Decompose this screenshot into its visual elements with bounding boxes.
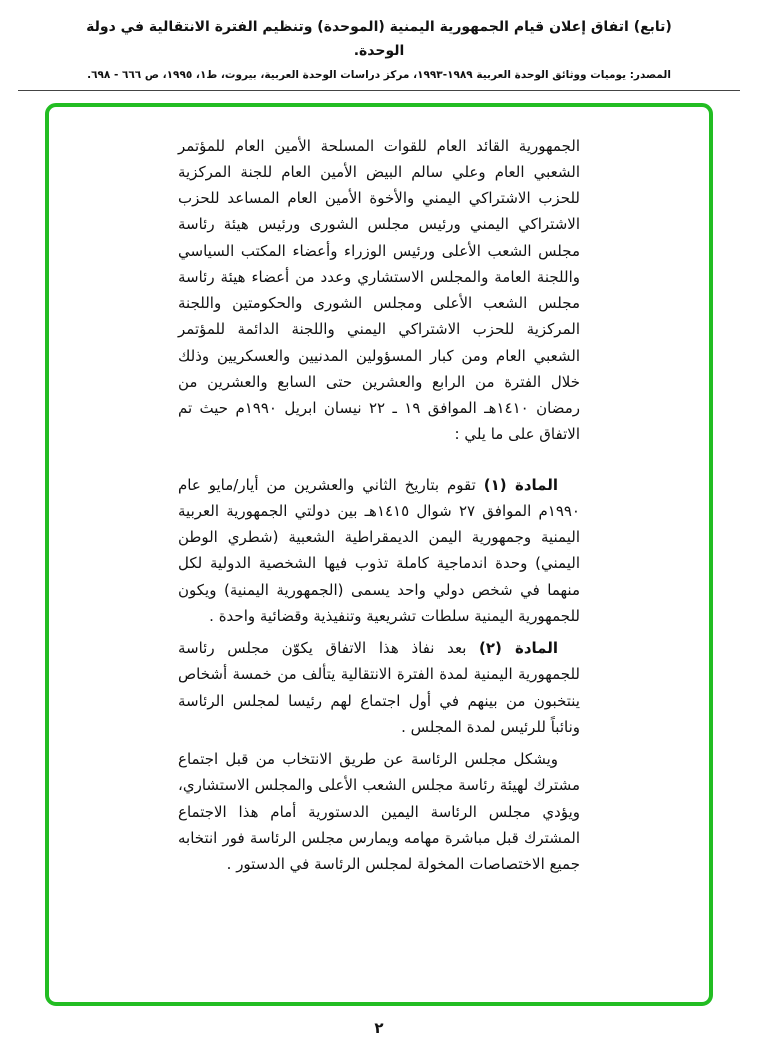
separator-rule [18,90,740,91]
paragraph-text: ويشكل مجلس الرئاسة عن طريق الانتخاب من قبل اجتماع مشترك لهيئة رئاسة مجلس الشعب الأعلى والمجلس الاستشاري، ويؤدي مجلس الرئاسة اليمين الدستورية أمام هذا الاجتماع المشترك قبل مباشرة مهامه ويمارس مجلس الرئاسة فور انتخابه جميع الاختصاصات المخولة لمجلس الرئاسة في الدستور . [178,750,580,874]
page-title: (تابع) اتفاق إعلان قيام الجمهورية اليمنية (الموحدة) وتنظيم الفترة الانتقالية في دولة الوحدة. [86,19,672,59]
source-line: المصدر: يوميات ووثائق الوحدة العربية ١٩٨٩-١٩٩٣، مركز دراسات الوحدة العربية، بيروت، ط١، ١٩٩٥، ص ٦٦٦ - ٦٩٨. [87,68,671,81]
document-header [0,0,758,81]
paragraph [178,133,580,448]
paragraph-text: تقوم بتاريخ الثاني والعشرين من أيار/مايو عام ١٩٩٠م الموافق ٢٧ شوال ١٤١٥هـ بين دولتي الجمهورية العربية اليمنية وجمهورية اليمن الديمقراطية الشعبية (شطري الوطن اليمني) وحدة اندماجية كاملة تذوب فيها الشخصية الدولية لكل منهما في شخص دولي واحد يسمى (الجمهورية اليمنية) ويكون للجمهورية اليمنية سلطات تشريعية وتنفيذية وقضائية واحدة . [178,475,580,625]
paragraph [178,472,580,630]
paragraph [178,635,580,740]
article-label: المادة (١) [483,475,558,494]
article-label: المادة (٢) [479,639,559,658]
page-number: ٢ [374,1019,384,1037]
document-body [178,133,580,878]
paragraph [178,746,580,877]
paragraph-text: الجمهورية القائد العام للقوات المسلحة الأمين العام للمؤتمر الشعبي العام وعلي سالم البيض الأمين العام للجنة المركزية للحزب الاشتراكي اليمني والأخوة الأمين العام المساعد للحزب الاشتراكي اليمني ورئيس مجلس الشورى ورئيس هيئة رئاسة مجلس الشعب الأعلى ورئيس الوزراء وأعضاء المكتب السياسي واللجنة العامة والمجلس الاستشاري وعدد من أعضاء هيئة رئاسة مجلس الشعب الأعلى ومجلس الشورى والحكومتين واللجنة المركزية للحزب الاشتراكي اليمني واللجنة الدائمة للمؤتمر الشعبي العام ومن كبار المسؤولين المدنيين والعسكريين وذلك خلال الفترة من الرابع والعشرين حتى السابع والعشرين من رمضان ١٤١٠هـ الموافق ١٩ ـ ٢٢ نيسان ابريل ١٩٩٠م حيث تم الاتفاق على ما يلي : [178,136,580,444]
content-frame [45,103,713,1006]
paragraph-text: بعد نفاذ هذا الاتفاق يكوّن مجلس رئاسة للجمهورية اليمنية لمدة الفترة الانتقالية يتألف من خمسة أشخاص ينتخبون من بينهم في أول اجتماع لهم رئيسا لمجلس الرئاسة ونائباً للرئيس لمدة المجلس . [178,639,580,736]
